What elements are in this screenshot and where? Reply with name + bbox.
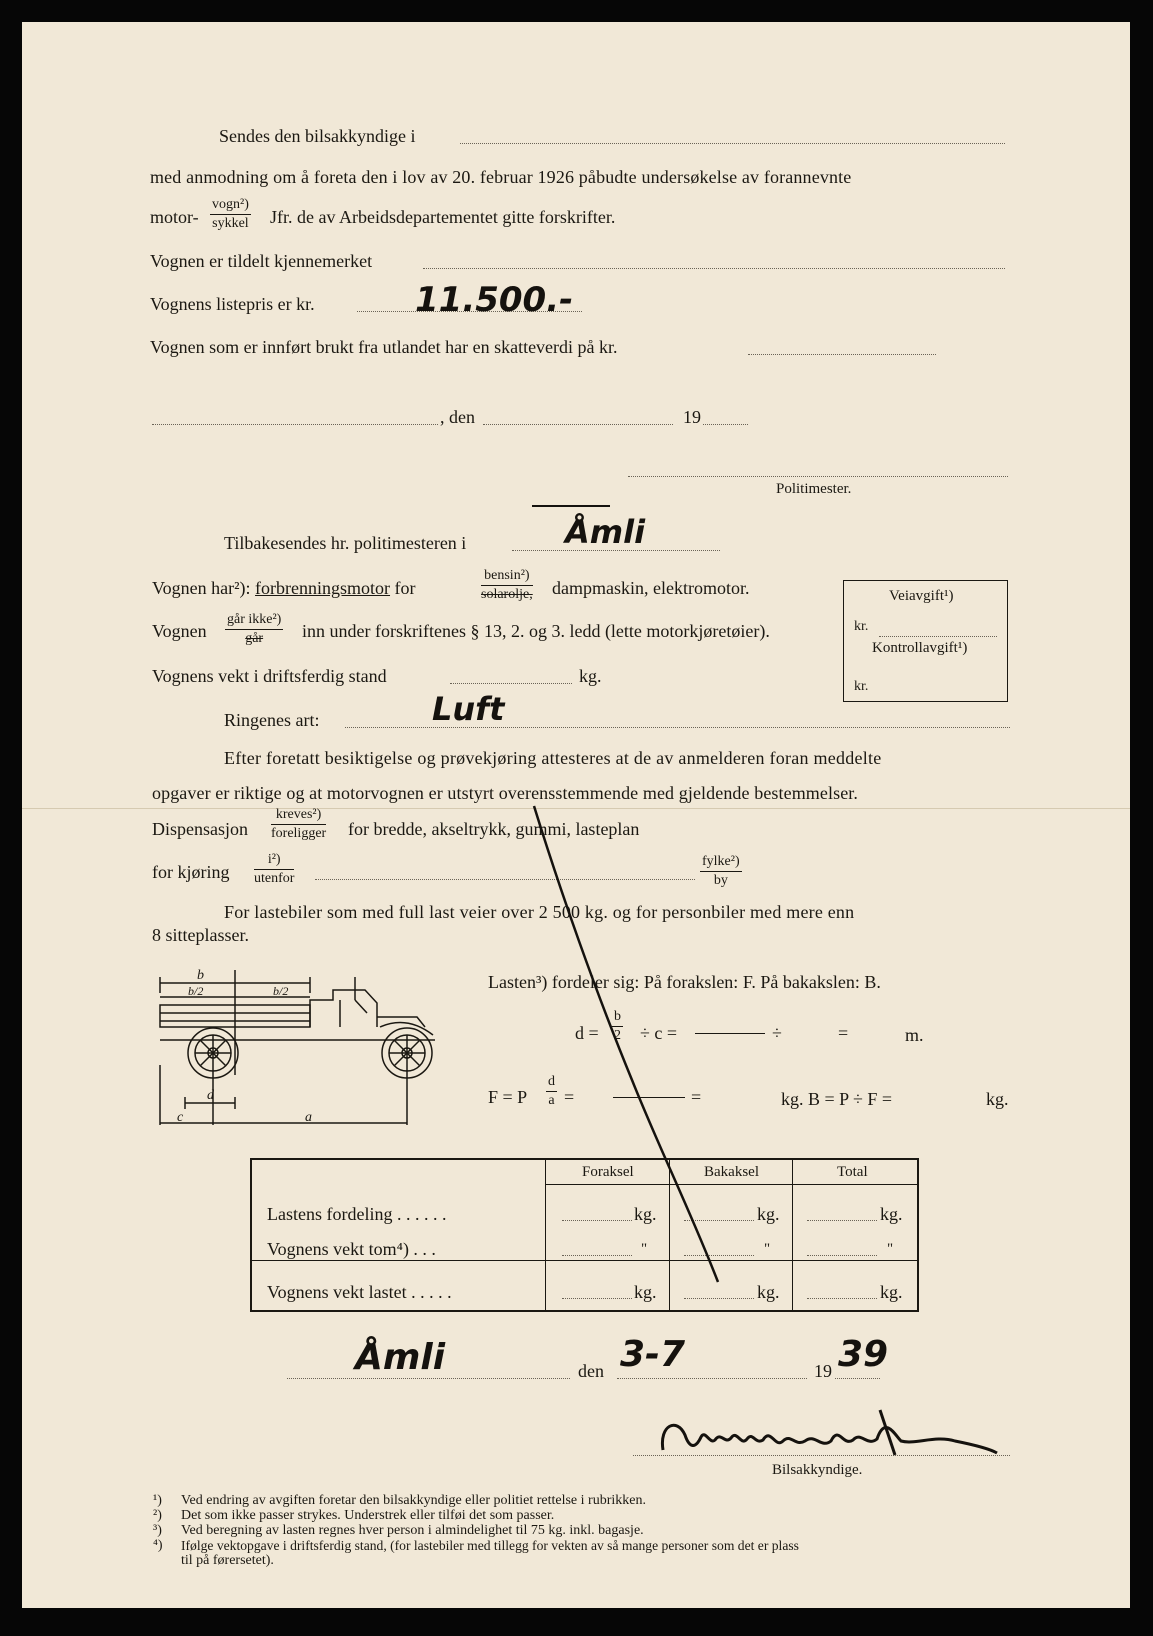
footnote-3-mark: ³) xyxy=(153,1523,162,1538)
veiavgift-field[interactable] xyxy=(879,636,997,637)
formula-minus: ÷ xyxy=(772,1023,782,1043)
tilbakesendes-label: Tilbakesendes hr. politimesteren i xyxy=(224,533,467,553)
sendes-label: Sendes den bilsakkyndige i xyxy=(219,126,416,146)
attest-line1: Efter foretatt besiktigelse og prøvekjøring attesteres at de av anmelderen foran meddelte xyxy=(224,748,882,768)
forskrifter-text: Jfr. de av Arbeidsdepartementet gitte forskrifter. xyxy=(270,207,616,227)
signature-year-field[interactable] xyxy=(835,1378,880,1379)
cell-lastens-total[interactable] xyxy=(807,1220,877,1221)
kjennemerket-label: Vognen er tildelt kjennemerket xyxy=(150,251,373,271)
year-field[interactable] xyxy=(703,424,748,425)
gaar-ikke-option: går ikke²) xyxy=(225,613,283,630)
forbrenningsmotor-underlined: forbrenningsmotor xyxy=(255,578,391,598)
signature-date-handwritten: 3-7 xyxy=(620,1334,686,1375)
by-option: by xyxy=(713,873,728,888)
skatteverdi-label: Vognen som er innført brukt fra utlandet har en skatteverdi på kr. xyxy=(150,337,618,357)
bilsakkyndige-label: Bilsakkyndige. xyxy=(772,1462,863,1478)
unit-kg: kg. xyxy=(757,1204,780,1224)
gaar-option-struck: går xyxy=(245,631,264,646)
formula-d-eq: d = xyxy=(575,1023,599,1043)
attest-line2: opgaver er riktige og at motorvognen er utstyrt overensstemmende med gjeldende bestemmelser. xyxy=(152,783,858,803)
vognen-label: Vognen xyxy=(152,621,207,641)
formula-eq: = xyxy=(838,1023,849,1043)
footnote-4-mark: ⁴) xyxy=(153,1538,163,1553)
vekt-kg-label: kg. xyxy=(579,666,602,686)
header-bakaksel: Bakaksel xyxy=(704,1164,759,1180)
kontrollavgift-label: Kontrollavgift¹) xyxy=(872,640,968,656)
i-option: i²) xyxy=(254,853,294,870)
formula-kg-b: kg. B = P ÷ F = xyxy=(781,1089,893,1109)
formula-d: d xyxy=(546,1075,557,1092)
unit-kg: kg. xyxy=(634,1282,657,1302)
forskriftene-text: inn under forskriftenes § 13, 2. og 3. ledd (lette motorkjøretøier). xyxy=(302,621,770,641)
formula-a: a xyxy=(548,1093,555,1108)
ringenes-art-label: Ringenes art: xyxy=(224,710,320,730)
unit-kg: kg. xyxy=(880,1204,903,1224)
row-lastens-fordeling: Lastens fordeling . . . . . . xyxy=(267,1204,447,1224)
footnote-4-continued: til på førersetet). xyxy=(181,1553,274,1568)
kjennemerket-field[interactable] xyxy=(423,268,1005,269)
utenfor-option: utenfor xyxy=(254,871,295,886)
veiavgift-kr: kr. xyxy=(854,619,869,634)
cell-tom-total[interactable] xyxy=(807,1255,877,1256)
kjoring-label: for kjøring xyxy=(152,862,230,882)
signature-den-label: den xyxy=(578,1361,604,1381)
ringenes-handwritten: Luft xyxy=(432,690,505,728)
header-foraksel: Foraksel xyxy=(582,1164,634,1180)
dim-a: a xyxy=(305,1110,312,1125)
dim-d: d xyxy=(207,1088,214,1103)
solarolje-option-struck: solarolje, xyxy=(481,587,533,602)
footnote-3-text: Ved beregning av lasten regnes hver person i almindelighet til 75 kg. inkl. bagasje. xyxy=(181,1523,644,1538)
fuel-fraction xyxy=(481,569,533,602)
unit-kg: kg. xyxy=(880,1282,903,1302)
header-total: Total xyxy=(837,1164,868,1180)
footnote-2-mark: ²) xyxy=(153,1508,162,1523)
cell-lastet-foraksel[interactable] xyxy=(562,1298,632,1299)
veiavgift-label: Veiavgift¹) xyxy=(889,588,954,604)
formula-f-eq: F = P xyxy=(488,1087,528,1107)
kontrollavgift-kr: kr. xyxy=(854,679,869,694)
formula-b: b xyxy=(612,1010,623,1027)
signature-place-handwritten: Åmli xyxy=(355,1337,446,1378)
lastebiler-line1: For lastebiler som med full last veier over 2 500 kg. og for personbiler med mere enn xyxy=(224,902,855,922)
unit-ditto: " xyxy=(641,1241,648,1257)
formula-eq-2: = xyxy=(564,1087,575,1107)
formula-kg-end: kg. xyxy=(986,1089,1009,1109)
listepris-handwritten: 11.500.- xyxy=(415,280,574,320)
place-handwritten: Åmli xyxy=(565,513,646,551)
bensin-option: bensin²) xyxy=(481,569,533,586)
politimester-label: Politimester. xyxy=(776,481,852,497)
sendes-field[interactable] xyxy=(460,143,1005,144)
formula-eq-3: = xyxy=(691,1087,702,1107)
dispensasjon-rest: for bredde, akseltrykk, gummi, lasteplan xyxy=(348,819,640,839)
dim-b-half-left: b/2 xyxy=(188,984,204,998)
fee-box xyxy=(843,580,1008,702)
motortype-prefix: Vognen har²): xyxy=(152,578,256,598)
place-field[interactable] xyxy=(152,424,438,425)
bilsakkyndige-signature-mark xyxy=(655,1405,1000,1465)
foreligger-option: foreligger xyxy=(271,826,327,841)
lasten-text: Lasten³) fordeler sig: På forakslen: F. På bakakslen: B. xyxy=(488,972,881,992)
vekt-driftsferdig-field[interactable] xyxy=(450,683,572,684)
vekt-driftsferdig-label: Vognens vekt i driftsferdig stand xyxy=(152,666,387,686)
row-vekt-tom: Vognens vekt tom⁴) . . . xyxy=(267,1239,436,1259)
formula-m: m. xyxy=(905,1025,924,1045)
col-divider-3 xyxy=(792,1160,793,1310)
diagonal-strike-line xyxy=(520,800,740,1290)
vogn-option: vogn²) xyxy=(210,198,251,215)
listepris-label: Vognens listepris er kr. xyxy=(150,294,315,314)
footnote-2-text: Det som ikke passer strykes. Understrek eller tilføi det som passer. xyxy=(181,1508,555,1523)
dim-b-half-right: b/2 xyxy=(273,984,289,998)
dispensasjon-fraction xyxy=(271,808,326,841)
fylke-option: fylke²) xyxy=(700,855,742,872)
footnote-4-text: Ifølge vektopgave i driftsferdig stand, (for lastebiler med tillegg for vekten av så mange personer som det er plass xyxy=(181,1538,799,1553)
politimester-signature-field[interactable] xyxy=(628,476,1008,477)
formula-2: 2 xyxy=(614,1028,621,1043)
den-label: , den xyxy=(440,407,475,427)
unit-ditto: " xyxy=(887,1241,894,1257)
date-field[interactable] xyxy=(483,424,673,425)
signature-date-field[interactable] xyxy=(617,1378,807,1379)
vogn-sykkel-fraction xyxy=(210,198,251,231)
motortype-rest: dampmaskin, elektromotor. xyxy=(552,578,750,598)
signature-year-prefix: 19 xyxy=(814,1361,832,1381)
gaar-fraction xyxy=(225,613,283,646)
dim-c: c xyxy=(177,1110,184,1125)
cell-lastet-total[interactable] xyxy=(807,1298,877,1299)
formula-minus-c: ÷ c = xyxy=(640,1023,678,1043)
lastebiler-line2: 8 sitteplasser. xyxy=(152,925,249,945)
year-prefix: 19 xyxy=(683,407,701,427)
unit-ditto: " xyxy=(764,1241,771,1257)
signature-place-field[interactable] xyxy=(287,1378,570,1379)
dim-b: b xyxy=(197,968,204,983)
footnote-1-text: Ved endring av avgiften foretar den bilsakkyndige eller politiet rettelse i rubrikken. xyxy=(181,1493,646,1508)
unit-kg: kg. xyxy=(757,1282,780,1302)
signature-year-handwritten: 39 xyxy=(838,1334,889,1375)
footnote-1-mark: ¹) xyxy=(153,1493,162,1508)
kreves-option: kreves²) xyxy=(271,808,326,825)
cell-lastet-bakaksel[interactable] xyxy=(684,1298,754,1299)
motor-label: motor- xyxy=(150,207,199,227)
handwritten-stroke xyxy=(532,505,610,507)
truck-diagram xyxy=(155,965,455,1140)
row-vekt-lastet: Vognens vekt lastet . . . . . xyxy=(267,1282,452,1302)
unit-kg: kg. xyxy=(634,1204,657,1224)
motortype-for: for xyxy=(390,578,416,598)
motortype-label xyxy=(152,579,416,597)
kjoring-fraction xyxy=(254,853,294,886)
skatteverdi-field[interactable] xyxy=(748,354,936,355)
anmodning-text: med anmodning om å foreta den i lov av 20. februar 1926 påbudte undersøkelse av forannevnte xyxy=(150,167,852,187)
dispensasjon-label: Dispensasjon xyxy=(152,819,248,839)
sykkel-option: sykkel xyxy=(212,216,249,231)
